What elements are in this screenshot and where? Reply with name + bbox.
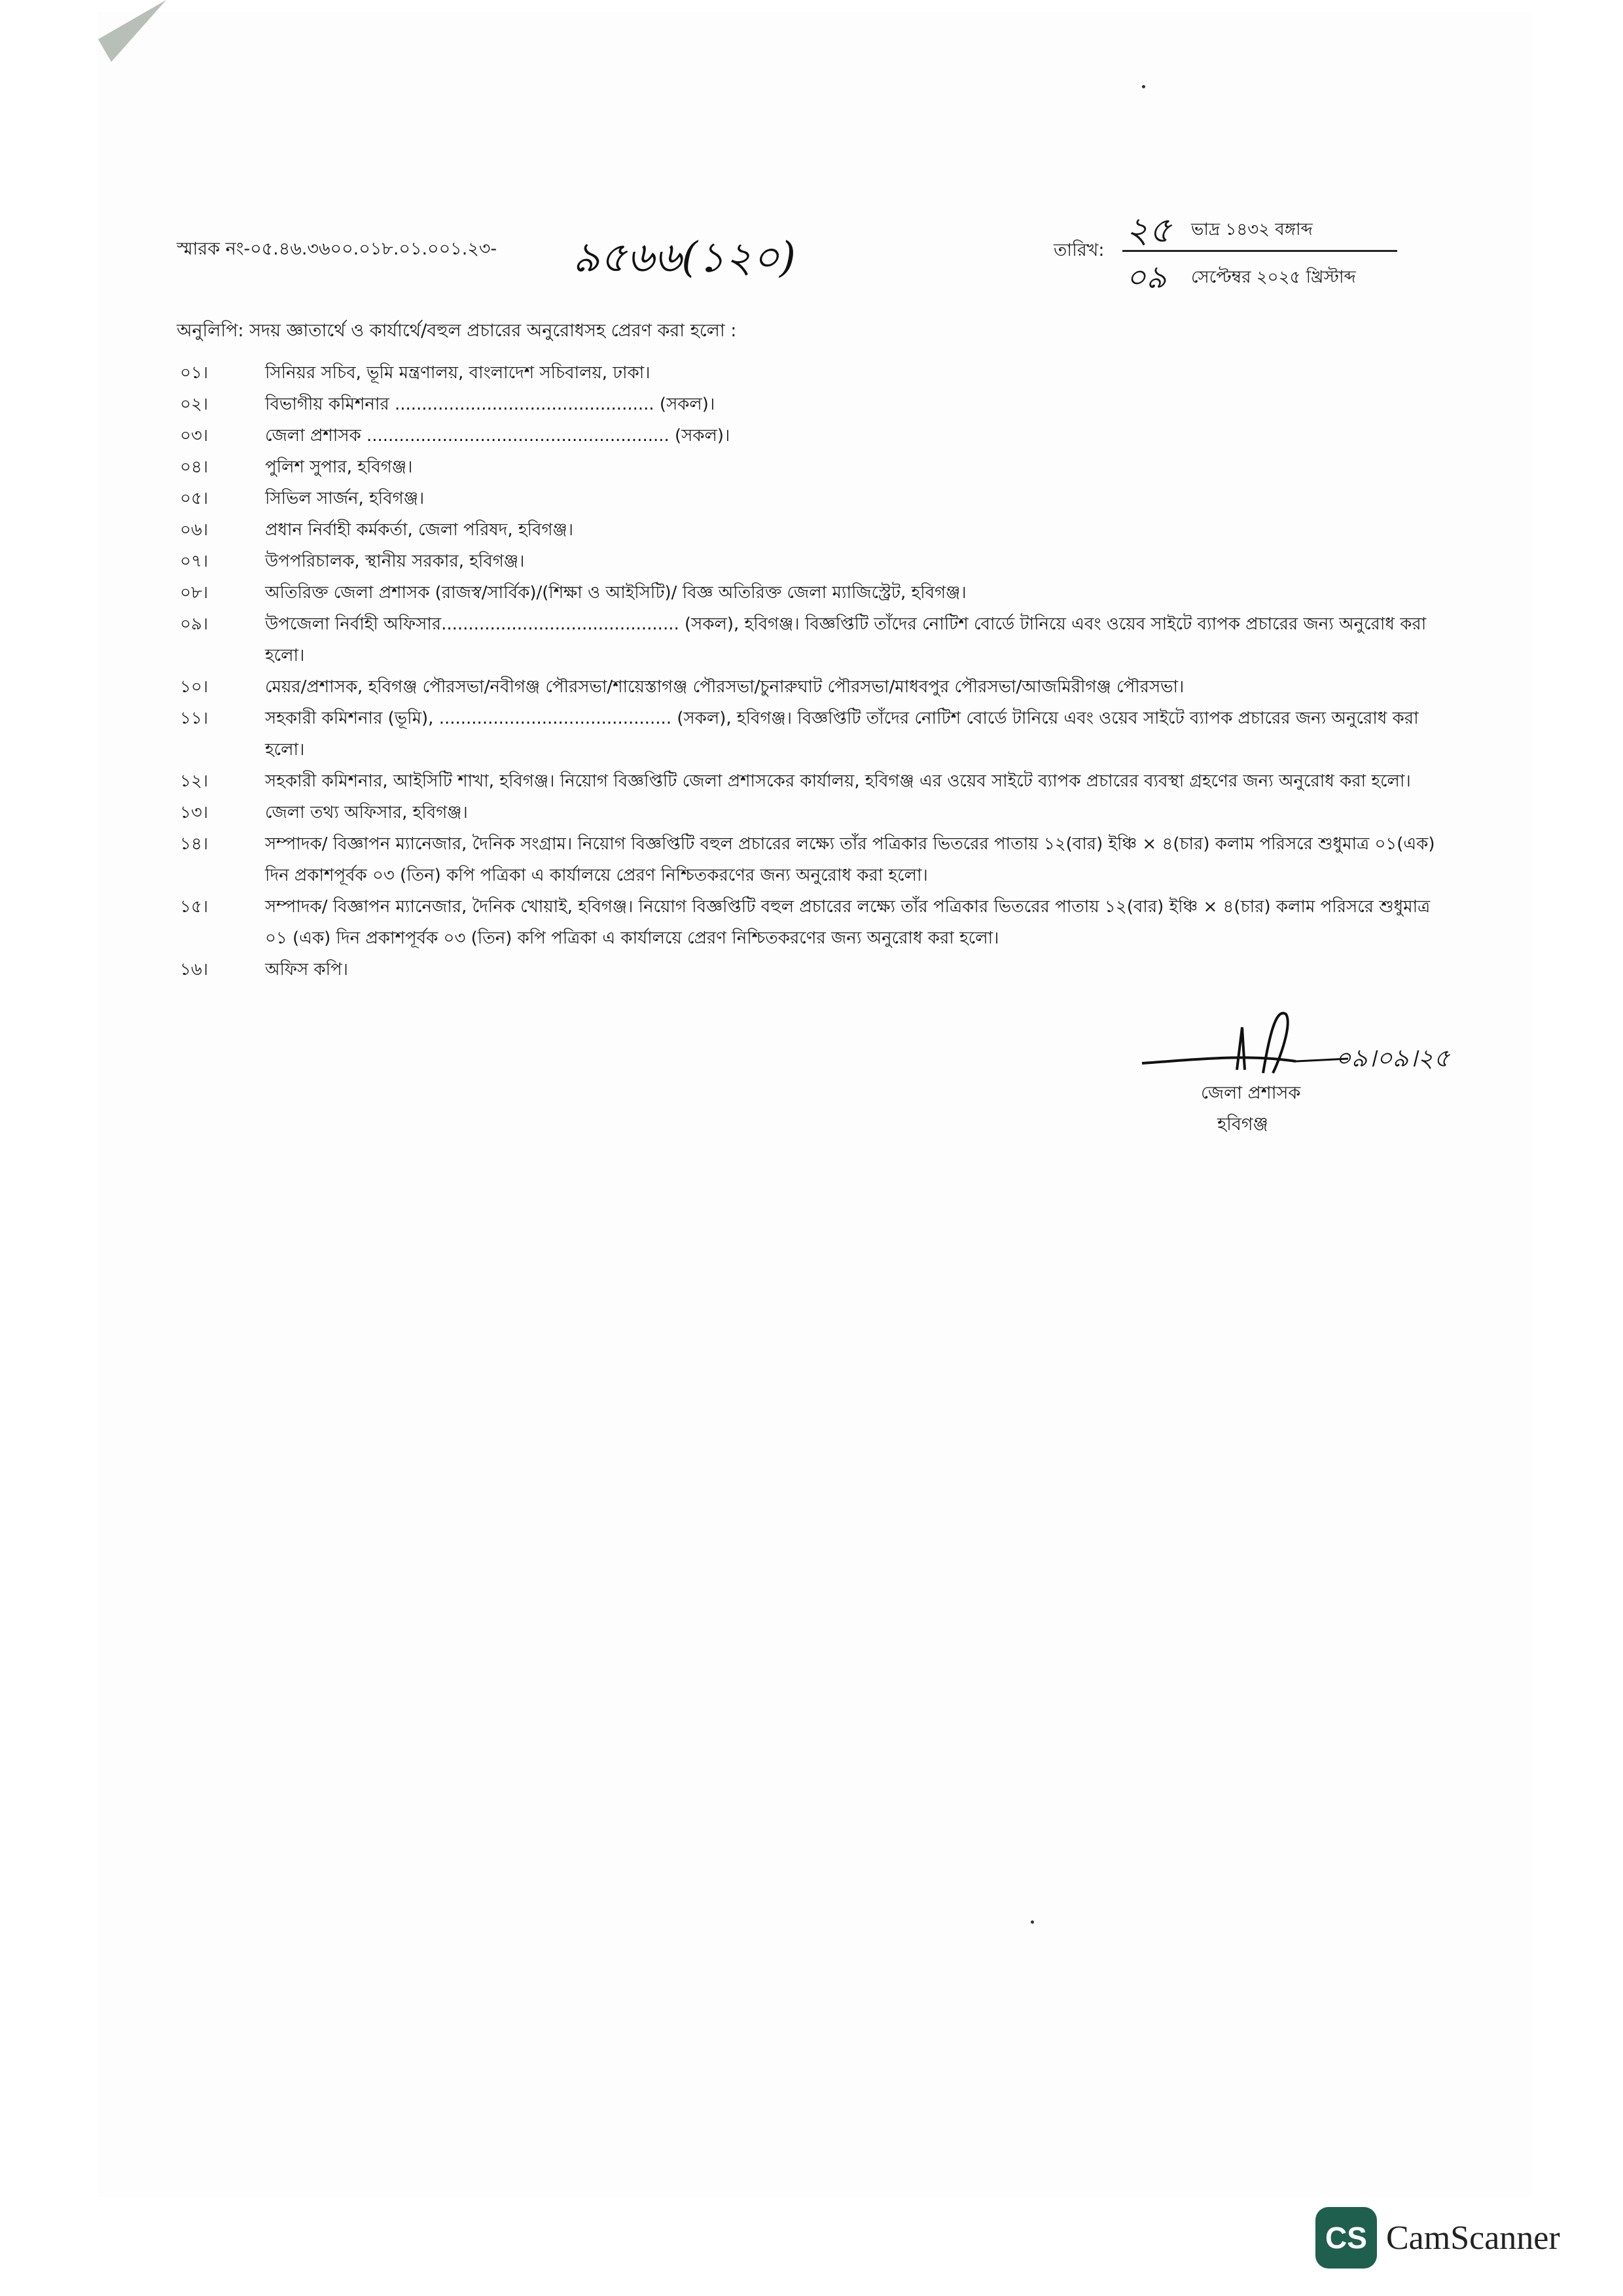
distribution-item-number: ১৪। [180, 834, 209, 854]
gregorian-day-handwritten: ০৯ [1126, 259, 1167, 296]
distribution-item-text: উপপরিচালক, স্থানীয় সরকার, হবিগঞ্জ। [265, 552, 525, 571]
distribution-item-text: বিভাগীয় কমিশনার ................................................ (সকল)। [265, 395, 715, 414]
distribution-item [173, 451, 1456, 483]
distribution-item-number: ০৩। [180, 426, 209, 446]
distribution-list [173, 357, 1456, 985]
distribution-item [173, 703, 1456, 766]
distribution-item-text: সহকারী কমিশনার, আইসিটি শাখা, হবিগঞ্জ। নিয়োগ বিজ্ঞপ্তিটি জেলা প্রশাসকের কার্যালয়, হবিগঞ্জ এর ওয়েব সাইটে ব্যাপক প্রচারের ব্যবস্থা গ্রহণের জন্য অনুরোধ করা হলো। [265, 771, 1411, 791]
distribution-item [173, 514, 1456, 546]
distribution-item-number: ১৫। [180, 897, 209, 917]
signatory-title: জেলা প্রশাসক [1201, 1083, 1301, 1103]
camscanner-logo-icon: CS [1315, 2207, 1377, 2269]
signature-handwritten-date: ০৯।০৯।২৫ [1335, 1044, 1450, 1072]
date-divider [1122, 250, 1397, 252]
distribution-item [173, 483, 1456, 514]
bangla-day-handwritten: ২৫ [1126, 209, 1172, 251]
distribution-item [173, 577, 1456, 609]
distribution-item-text: সম্পাদক/ বিজ্ঞাপন ম্যানেজার, দৈনিক সংগ্রাম। নিয়োগ বিজ্ঞপ্তিটি বহুল প্রচারের লক্ষ্যে তাঁর পত্রিকার ভিতরের পাতায় ১২(বার) ইঞ্চি × ৪(চার) কলাম পরিসরে শুধুমাত্র ০১(এক) দিন প্রকাশপূর্বক ০৩ (তিন) কপি পত্রিকা এ কার্যালয়ে প্রেরণ নিশ্চিতকরণের জন্য অনুরোধ করা হলো। [265, 834, 1435, 885]
distribution-item-number: ০৭। [180, 552, 209, 571]
distribution-item-text: সহকারী কমিশনার (ভূমি), ........................................... (সকল), হবিগঞ্জ। বিজ্ঞপ্তিটি তাঁদের নোটিশ বোর্ডে টানিয়ে এবং ওয়েব সাইটে ব্যাপক প্রচারের জন্য অনুরোধ করা হলো। [265, 709, 1419, 760]
scan-speck [1142, 85, 1145, 88]
memo-number-label: স্মারক নং-০৫.৪৬.৩৬০০.০১৮.০১.০০১.২৩- [177, 239, 497, 259]
distribution-item-number: ০২। [180, 395, 209, 414]
distribution-item-text: মেয়র/প্রশাসক, হবিগঞ্জ পৌরসভা/নবীগঞ্জ পৌরসভা/শায়েস্তাগঞ্জ পৌরসভা/চুনারুঘাট পৌরসভা/মাধবপুর পৌরসভা/আজমিরীগঞ্জ পৌরসভা। [265, 677, 1185, 697]
distribution-item-number: ০৯। [180, 614, 209, 634]
distribution-item-number: ১১। [180, 709, 209, 728]
date-label: তারিখ: [1054, 240, 1105, 260]
distribution-item [173, 954, 1456, 985]
distribution-item-text: প্রধান নির্বাহী কর্মকর্তা, জেলা পরিষদ, হবিগঞ্জ। [265, 520, 574, 540]
distribution-item-text: পুলিশ সুপার, হবিগঞ্জ। [265, 457, 413, 477]
distribution-item [173, 389, 1456, 420]
distribution-item-number: ০৪। [180, 457, 209, 477]
distribution-item [173, 797, 1456, 828]
distribution-item-text: সিভিল সার্জন, হবিগঞ্জ। [265, 489, 425, 508]
distribution-item-text: সিনিয়র সচিব, ভূমি মন্ত্রণালয়, বাংলাদেশ সচিবালয়, ঢাকা। [265, 363, 651, 383]
distribution-item-number: ১৬। [180, 960, 209, 980]
distribution-item-number: ০৬। [180, 520, 209, 540]
distribution-item-number: ০৫। [180, 489, 209, 508]
distribution-item-text: অতিরিক্ত জেলা প্রশাসক (রাজস্ব/সার্বিক)/(শিক্ষা ও আইসিটি)/ বিজ্ঞ অতিরিক্ত জেলা ম্যাজিস্ট্রেট, হবিগঞ্জ। [265, 583, 967, 603]
distribution-item-number: ১৩। [180, 803, 209, 822]
signatory-place: হবিগঞ্জ [1217, 1114, 1268, 1135]
distribution-item-text: অফিস কপি। [265, 960, 348, 980]
distribution-item [173, 766, 1456, 797]
distribution-item [173, 828, 1456, 891]
distribution-item-text: সম্পাদক/ বিজ্ঞাপন ম্যানেজার, দৈনিক খোয়াই, হবিগঞ্জ। নিয়োগ বিজ্ঞপ্তিটি বহুল প্রচারের লক্ষ্যে তাঁর পত্রিকার ভিতরের পাতায় ১২(বার) ইঞ্চি × ৪(চার) কলাম পরিসরে শুধুমাত্র ০১ (এক) দিন প্রকাশপূর্বক ০৩ (তিন) কপি পত্রিকা এ কার্যালয়ে প্রেরণ নিশ্চিতকরণের জন্য অনুরোধ করা হলো। [265, 897, 1431, 948]
distribution-item-text: জেলা তথ্য অফিসার, হবিগঞ্জ। [265, 803, 468, 822]
distribution-item-number: ০৮। [180, 583, 209, 603]
distribution-item-text: উপজেলা নির্বাহী অফিসার............................................ (সকল), হবিগঞ্জ। বিজ্ঞপ্তিটি তাঁদের নোটিশ বোর্ডে টানিয়ে এবং ওয়েব সাইটে ব্যাপক প্রচারের জন্য অনুরোধ করা হলো। [265, 614, 1427, 665]
distribution-item [173, 891, 1456, 954]
distribution-item [173, 420, 1456, 451]
scan-speck [1031, 1920, 1034, 1924]
distribution-item-number: ১২। [180, 771, 209, 791]
distribution-item-text: জেলা প্রশাসক ........................................................ (সকল)। [265, 426, 730, 446]
distribution-item-number: ০১। [180, 363, 209, 383]
signature-block [1139, 1008, 1492, 1139]
distribution-item [173, 357, 1456, 389]
memo-number-handwritten: ৯৫৬৬(১২০) [573, 234, 796, 282]
distribution-item [173, 546, 1456, 577]
distribution-item-number: ১০। [180, 677, 209, 697]
distribution-item [173, 609, 1456, 671]
distribution-item [173, 671, 1456, 703]
bangla-date: ভাদ্র ১৪৩২ বঙ্গাব্দ [1191, 220, 1313, 239]
copy-intro: অনুলিপি: সদয় জ্ঞাতার্থে ও কার্যার্থে/বহুল প্রচারের অনুরোধসহ প্রেরণ করা হলো : [177, 321, 737, 341]
gregorian-date: সেপ্টেম্বর ২০২৫ খ্রিস্টাব্দ [1191, 268, 1356, 287]
date-block [1054, 203, 1420, 294]
camscanner-watermark [1315, 2205, 1560, 2270]
camscanner-name: CamScanner [1386, 2219, 1560, 2257]
